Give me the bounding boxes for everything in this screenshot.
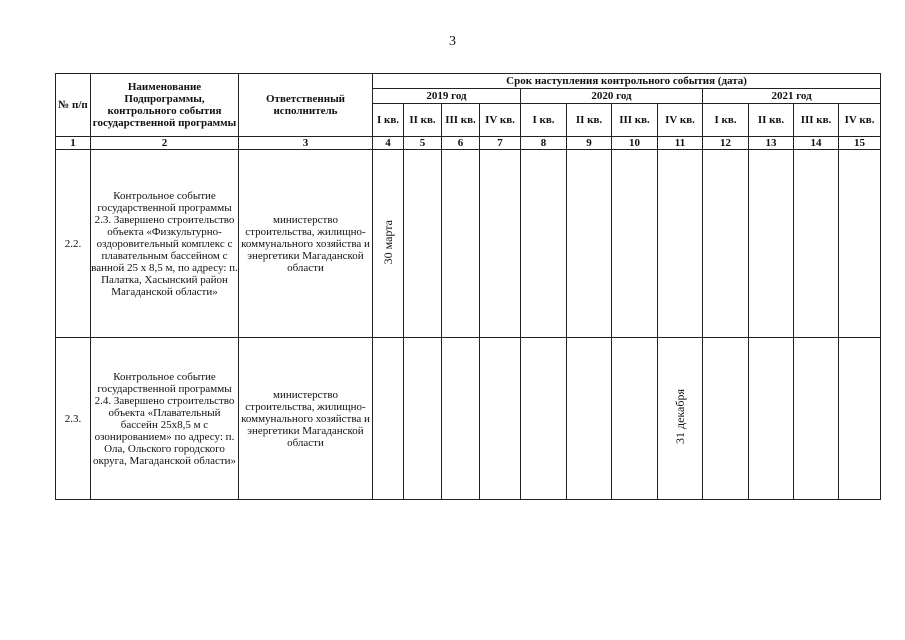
quarter-cell (794, 338, 839, 500)
row-number: 2.3. (56, 338, 91, 500)
header-quarter: I кв. (703, 104, 749, 137)
column-index: 11 (658, 137, 703, 150)
quarter-cell (521, 150, 567, 338)
header-quarter: IV кв. (480, 104, 521, 137)
deadline-date: 30 марта (381, 219, 395, 265)
header-year-2020: 2020 год (521, 89, 703, 104)
quarter-cell (612, 150, 658, 338)
column-index: 3 (239, 137, 373, 150)
deadline-cell (658, 338, 703, 500)
quarter-cell (480, 338, 521, 500)
header-num: № п/п (56, 74, 91, 137)
column-index: 6 (442, 137, 480, 150)
quarter-cell (404, 338, 442, 500)
header-quarter: II кв. (749, 104, 794, 137)
quarter-cell (442, 150, 480, 338)
column-index: 2 (91, 137, 239, 150)
quarter-cell (567, 338, 612, 500)
column-index: 14 (794, 137, 839, 150)
header-year-2021: 2021 год (703, 89, 881, 104)
header-quarter: III кв. (442, 104, 480, 137)
event-description: Контрольное событие государственной программы 2.4. Завершено строительство объекта «Плавательный бассейн 25х8,5 м с озонированием» по адресу: п. Ола, Ольского городского округа, Магаданской области» (91, 338, 239, 500)
header-year-2019: 2019 год (373, 89, 521, 104)
header-quarter: IV кв. (839, 104, 881, 137)
responsible-executor: министерство строительства, жилищно-коммунального хозяйства и энергетики Магаданской области (239, 150, 373, 338)
control-events-table (55, 73, 881, 500)
header-quarter: I кв. (373, 104, 404, 137)
event-description: Контрольное событие государственной программы 2.3. Завершено строительство объекта «Физкультурно-оздоровительный комплекс с плавательным бассейном с ванной 25 х 8,5 м, по адресу: п. Палатка, Хасынский район Магаданской области» (91, 150, 239, 338)
header-quarter: II кв. (404, 104, 442, 137)
quarter-cell (794, 150, 839, 338)
column-index: 1 (56, 137, 91, 150)
quarter-cell (703, 150, 749, 338)
header-quarter: I кв. (521, 104, 567, 137)
quarter-cell (442, 338, 480, 500)
quarter-cell (480, 150, 521, 338)
header-deadline: Срок наступления контрольного события (дата) (373, 74, 881, 89)
table-row (56, 150, 881, 338)
table-row (56, 338, 881, 500)
quarter-cell (749, 338, 794, 500)
deadline-date: 31 декабря (673, 389, 687, 445)
quarter-cell (658, 150, 703, 338)
column-index: 15 (839, 137, 881, 150)
header-name: Наименование Подпрограммы, контрольного события государственной программы (91, 74, 239, 137)
column-index: 13 (749, 137, 794, 150)
quarter-cell (703, 338, 749, 500)
header-quarter: III кв. (612, 104, 658, 137)
column-index: 5 (404, 137, 442, 150)
quarter-cell (373, 338, 404, 500)
quarter-cell (749, 150, 794, 338)
column-index: 9 (567, 137, 612, 150)
column-index: 12 (703, 137, 749, 150)
header-quarter: III кв. (794, 104, 839, 137)
page-number: 3 (449, 34, 456, 49)
quarter-cell (839, 150, 881, 338)
header-quarter: II кв. (567, 104, 612, 137)
row-number: 2.2. (56, 150, 91, 338)
column-index: 4 (373, 137, 404, 150)
quarter-cell (567, 150, 612, 338)
header-quarter: IV кв. (658, 104, 703, 137)
column-index: 8 (521, 137, 567, 150)
column-index: 10 (612, 137, 658, 150)
quarter-cell (612, 338, 658, 500)
quarter-cell (404, 150, 442, 338)
header-executor: Ответственный исполнитель (239, 74, 373, 137)
responsible-executor: министерство строительства, жилищно-коммунального хозяйства и энергетики Магаданской области (239, 338, 373, 500)
deadline-cell (373, 150, 404, 338)
quarter-cell (521, 338, 567, 500)
quarter-cell (839, 338, 881, 500)
column-index: 7 (480, 137, 521, 150)
